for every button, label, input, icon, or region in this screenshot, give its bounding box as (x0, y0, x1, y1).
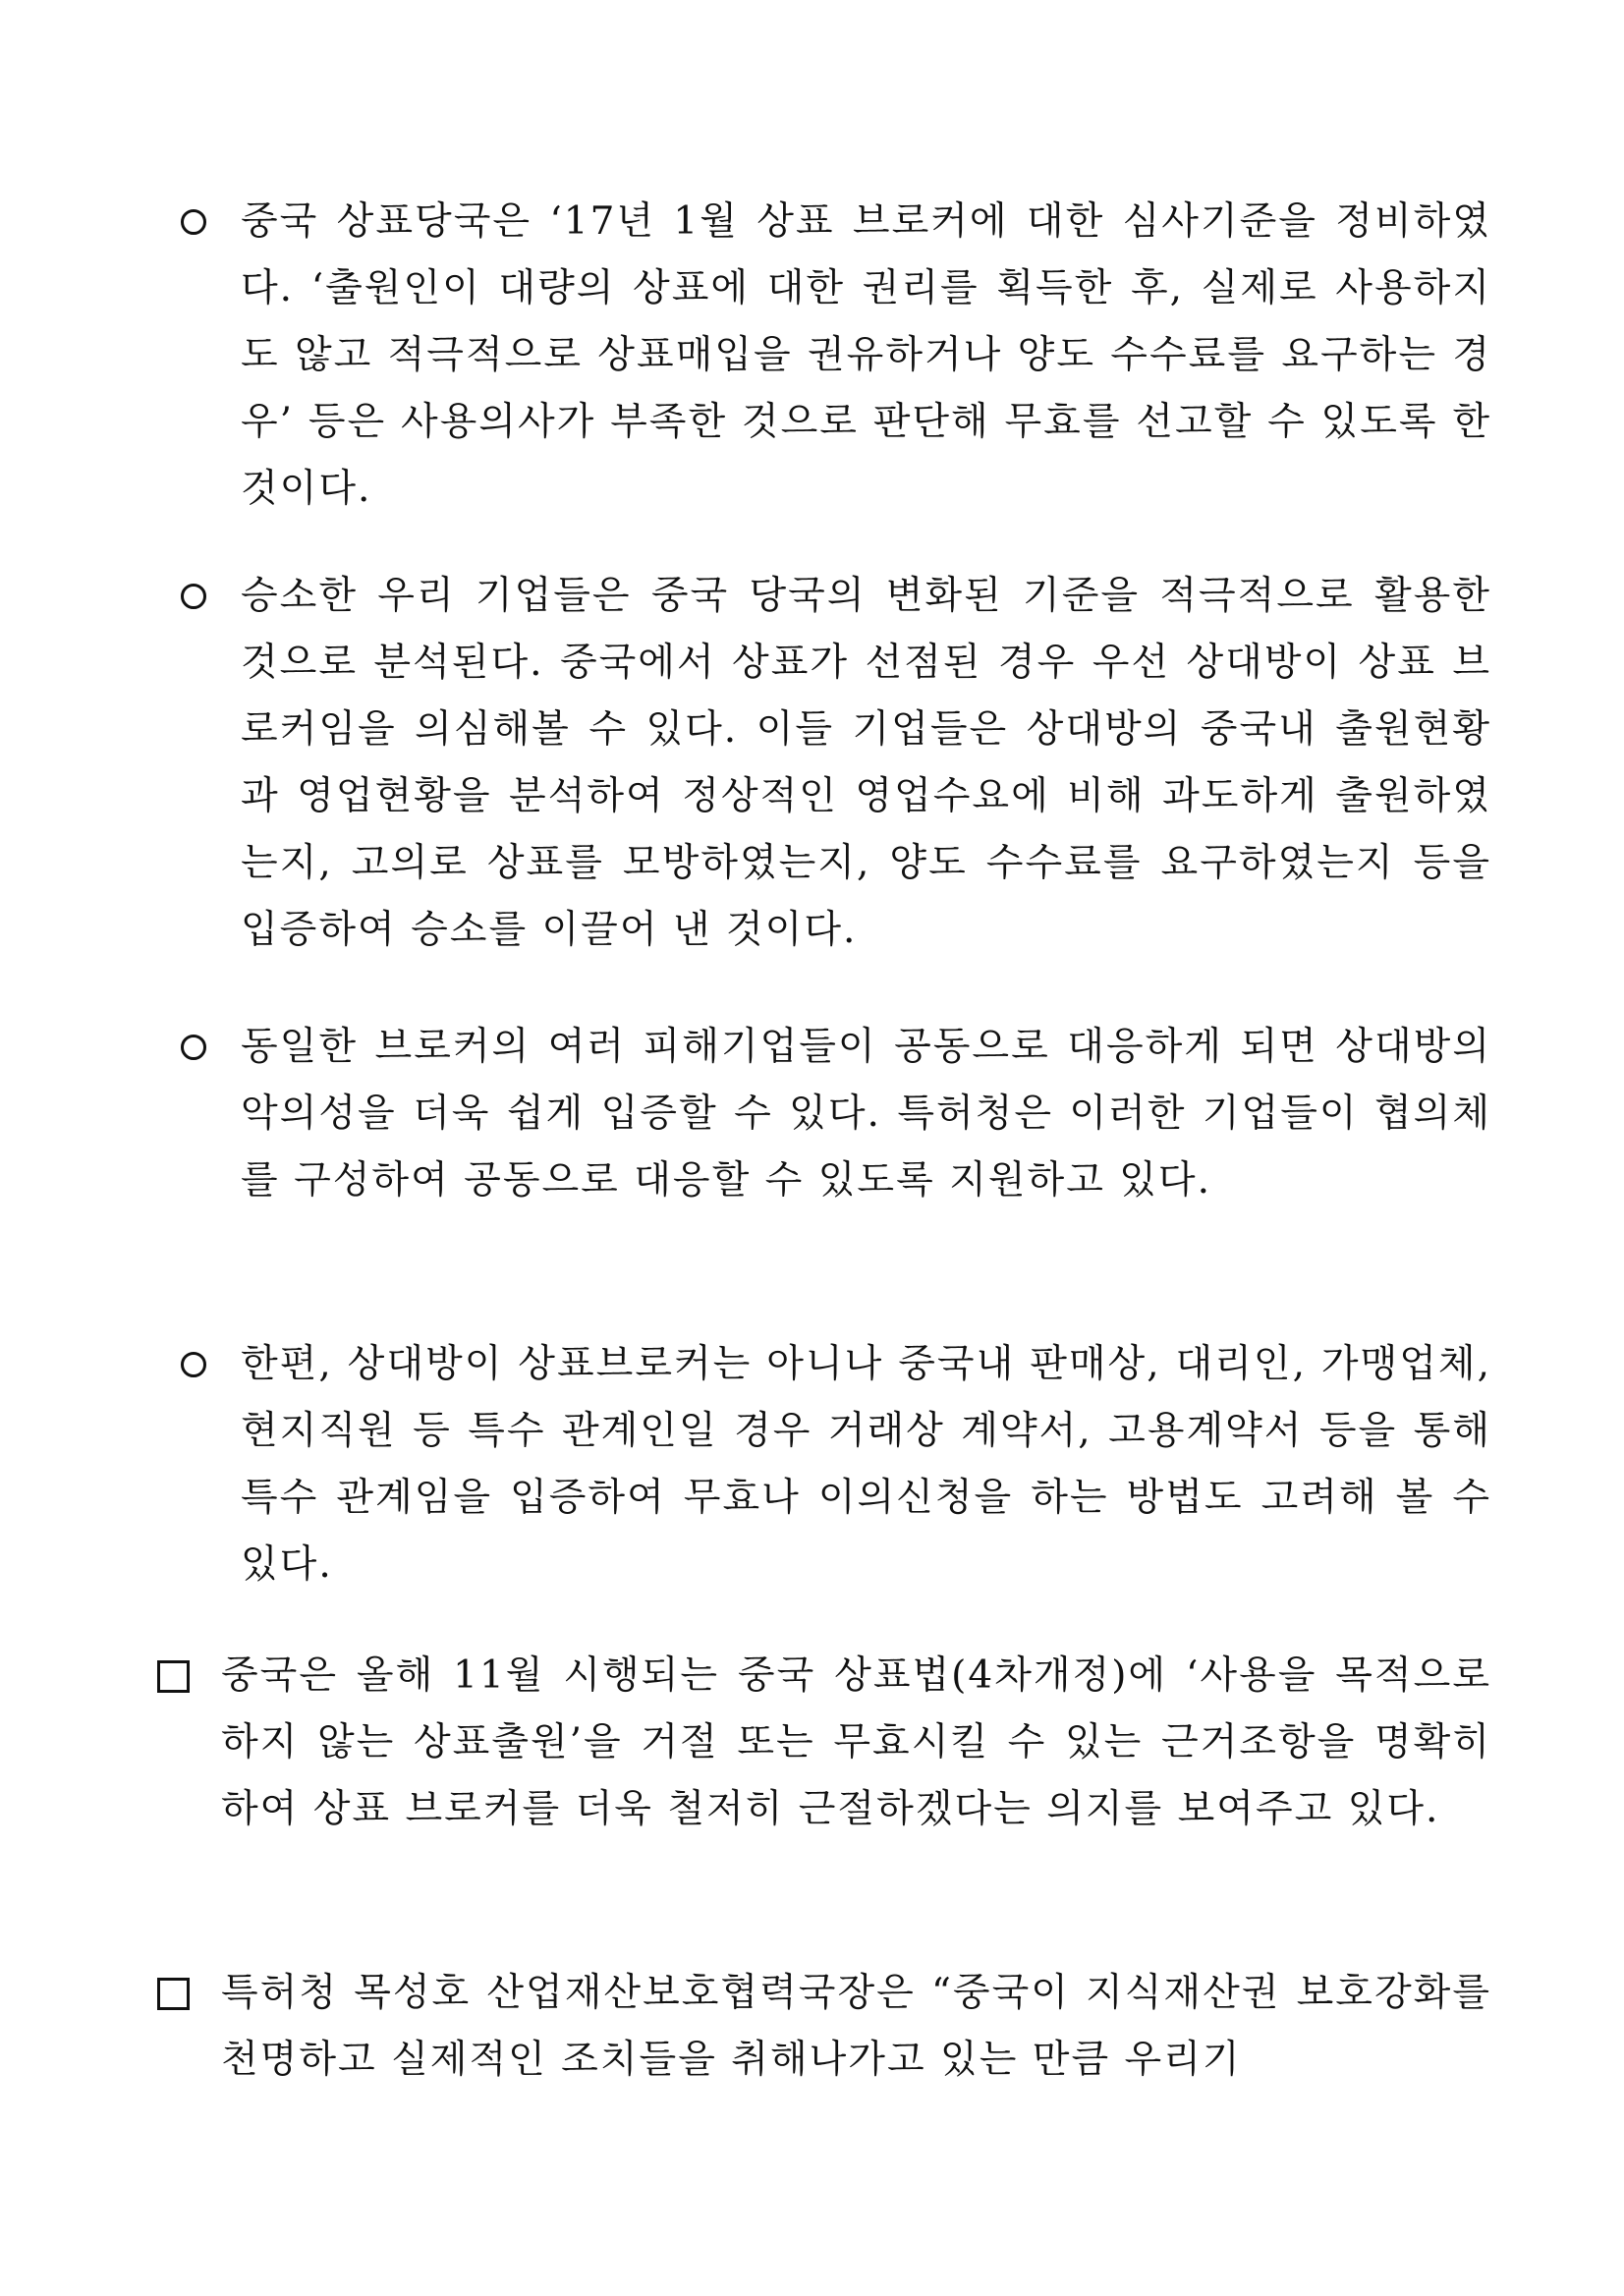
circle-bullet-icon (175, 1014, 234, 1081)
circle-bullet-icon (175, 1331, 234, 1398)
circle-bullet-icon (175, 563, 234, 630)
paragraph-text: 중국은 올해 11월 시행되는 중국 상표법(4차개정)에 ‘사용을 목적으로 하지 않는 상표출원’을 거절 또는 무효시킬 수 있는 근거조항을 명확히 하여 상표 브로커를 더욱 철저히 근절하겠다는 의지를 보여주고 있다. (221, 1653, 1491, 1831)
circle-bullet-icon (175, 189, 234, 255)
paragraph-text: 중국 상표당국은 ‘17년 1월 상표 브로커에 대한 심사기준을 정비하였다. ‘출원인이 대량의 상표에 대한 권리를 획득한 후, 실제로 사용하지도 않고 적극적으로 상표매입을 권유하거나 양도 수수료를 요구하는 경우’ 등은 사용의사가 부족한 것으로 판단해 무효를 선고할 수 있도록 한 것이다. (241, 199, 1491, 511)
paragraph-text: 특허청 목성호 산업재산보호협력국장은 “중국이 지식재산권 보호강화를 천명하고 실제적인 조치들을 취해나가고 있는 만큼 우리기 (221, 1971, 1491, 2082)
paragraph-text: 동일한 브로커의 여러 피해기업들이 공동으로 대응하게 되면 상대방의 악의성을 더욱 쉽게 입증할 수 있다. 특허청은 이러한 기업들이 협의체를 구성하여 공동으로 대응할 수 있도록 지원하고 있다. (241, 1025, 1491, 1203)
square-bullet-icon (157, 1643, 216, 1709)
paragraph-text: 승소한 우리 기업들은 중국 당국의 변화된 기준을 적극적으로 활용한 것으로 분석된다. 중국에서 상표가 선점된 경우 우선 상대방이 상표 브로커임을 의심해볼 수 있다. 이들 기업들은 상대방의 중국내 출원현황과 영업현황을 분석하여 정상적인 영업수요에 비해 과도하게 출원하였는지, 고의로 상표를 모방하였는지, 양도 수수료를 요구하였는지 등을 입증하여 승소를 이끌어 낸 것이다. (241, 574, 1491, 952)
square-bullet-icon (157, 1960, 216, 2027)
paragraph-text: 한편, 상대방이 상표브로커는 아니나 중국내 판매상, 대리인, 가맹업체, 현지직원 등 특수 관계인일 경우 거래상 계약서, 고용계약서 등을 통해 특수 관계임을 입증하여 무효나 이의신청을 하는 방법도 고려해 볼 수 있다. (241, 1342, 1491, 1587)
